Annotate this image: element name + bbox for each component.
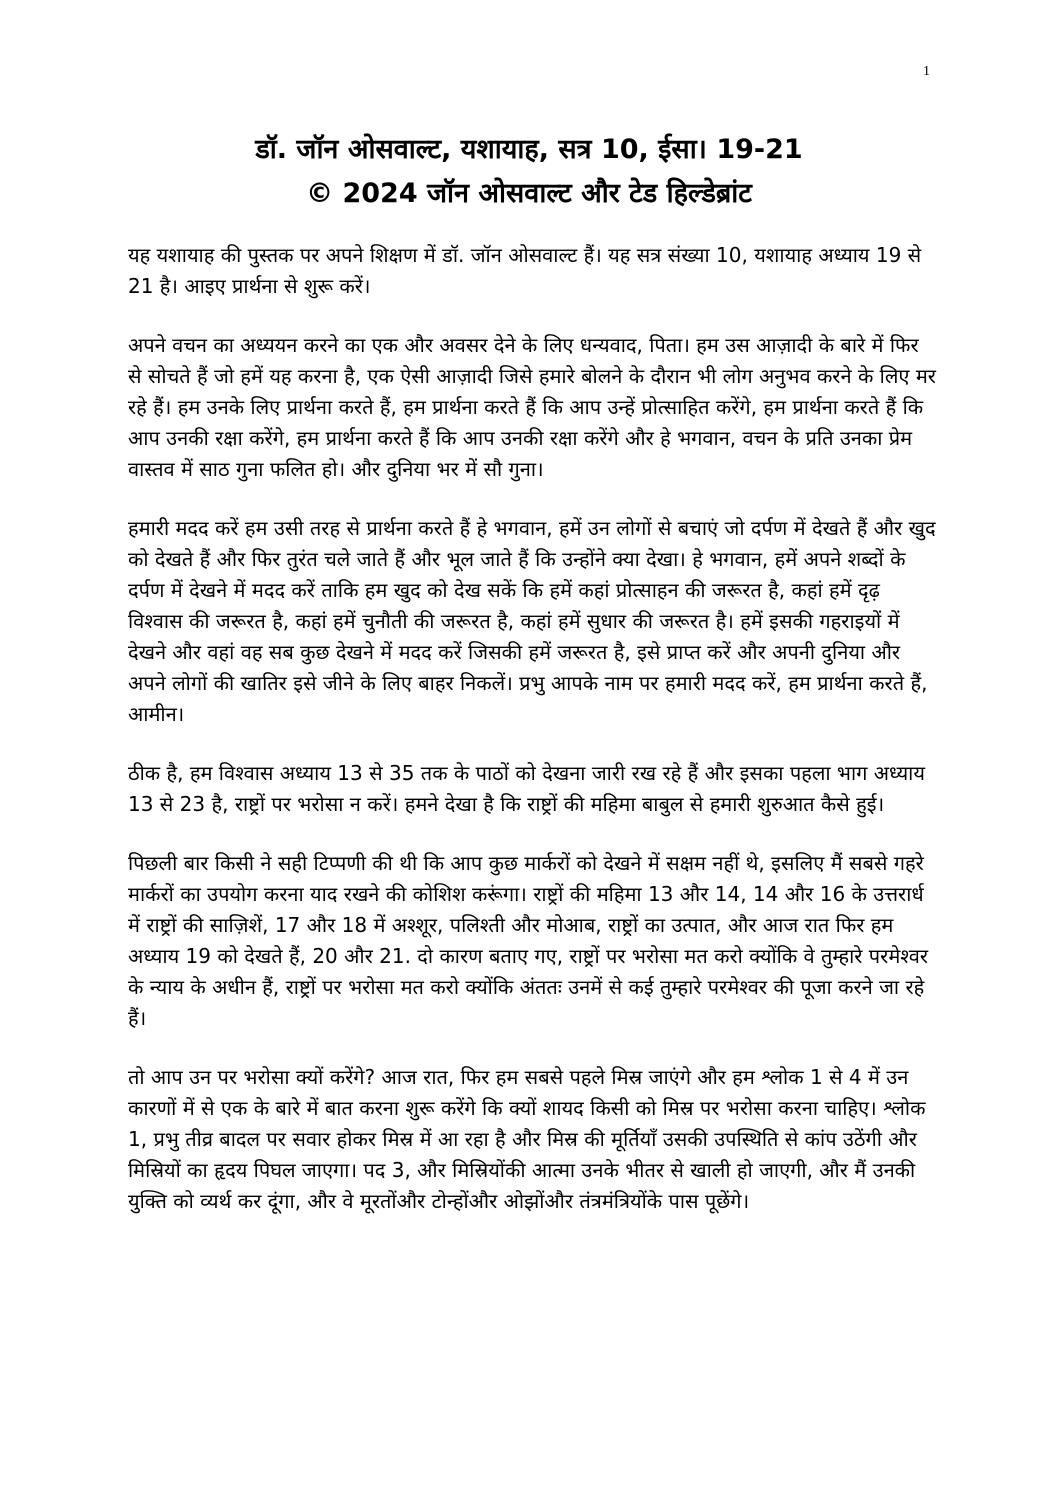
title-line-1: डॉ. जॉन ओसवाल्ट, यशायाह, सत्र 10, ईसा। 19-21 [255,134,803,165]
document-title [128,128,930,216]
paragraph: तो आप उन पर भरोसा क्यों करेंगे? आज रात, फिर हम सबसे पहले मिस्र जाएंगे और हम श्लोक 1 से 4 में उन कारणों में से एक के बारे में बात करना शुरू करेंगे कि क्यों शायद किसी को मिस्र पर भरोसा करना चाहिए। श्लोक 1, प्रभु तीव्र बादल पर सवार होकर मिस्र में आ रहा है और मिस्र की मूर्तियाँ उसकी उपस्थिति से कांप उठेंगी और मिस्रियों का हृदय पिघल जाएगा। पद 3, और मिस्रियोंकी आत्मा उनके भीतर से खाली हो जाएगी, और मैं उनकी युक्ति को व्यर्थ कर दूंगा, और वे मूरतोंऔर टोन्होंऔर ओझोंऔर तंत्रमंत्रियोंके पास पूछेंगे। [128,1065,926,1213]
title-line-2: © 2024 जॉन ओसवाल्ट और टेड हिल्डेब्रांट [306,178,752,209]
paragraph: पिछली बार किसी ने सही टिप्पणी की थी कि आप कुछ मार्करों को देखने में सक्षम नहीं थे, इसलिए मैं सबसे गहरे मार्करों का उपयोग करना याद रखने की कोशिश करूंगा। राष्ट्रों की महिमा 13 और 14, 14 और 16 के उत्तरार्ध में राष्ट्रों की साज़िशें, 17 और 18 में अश्शूर, पलिश्ती और मोआब, राष्ट्रों का उत्पात, और आज रात फिर हम अध्याय 19 को देखते हैं, 20 और 21. दो कारण बताए गए, राष्ट्रों पर भरोसा मत करो क्योंकि वे तुम्हारे परमेश्वर के न्याय के अधीन हैं, राष्ट्रों पर भरोसा मत करो क्योंकि अंततः उनमें से कई तुम्हारे परमेश्वर की पूजा करने जा रहे हैं। [128,851,929,1030]
paragraph: यह यशायाह की पुस्तक पर अपने शिक्षण में डॉ. जॉन ओसवाल्ट हैं। यह सत्र संख्या 10, यशायाह अध्याय 19 से 21 है। आइए प्रार्थना से शुरू करें। [128,243,922,298]
paragraph: ठीक है, हम विश्वास अध्याय 13 से 35 तक के पाठों को देखना जारी रख रहे हैं और इसका पहला भाग अध्याय 13 से 23 है, राष्ट्रों पर भरोसा न करें। हमने देखा है कि राष्ट्रों की महिमा बाबुल से हमारी शुरुआत कैसे हुई। [128,761,925,816]
page-number: 1 [923,64,930,79]
paragraph: अपने वचन का अध्ययन करने का एक और अवसर देने के लिए धन्यवाद, पिता। हम उस आज़ादी के बारे में फिर से सोचते हैं जो हमें यह करना है, एक ऐसी आज़ादी जिसे हमारे बोलने के दौरान भी लोग अनुभव करने के लिए मर रहे हैं। हम उनके लिए प्रार्थना करते हैं, हम प्रार्थना करते हैं कि आप उन्हें प्रोत्साहित करेंगे, हम प्रार्थना करते हैं कि आप उनकी रक्षा करेंगे, हम प्रार्थना करते हैं कि आप उनकी रक्षा करेंगे और हे भगवान, वचन के प्रति उनका प्रेम वास्तव में साठ गुना फलित हो। और दुनिया भर में सौ गुना। [128,333,936,481]
document-body [128,240,936,1245]
paragraph: हमारी मदद करें हम उसी तरह से प्रार्थना करते हैं हे भगवान, हमें उन लोगों से बचाएं जो दर्पण में देखते हैं और खुद को देखते हैं और फिर तुरंत चले जाते हैं और भूल जाते हैं कि उन्होंने क्या देखा। हे भगवान, हमें अपने शब्दों के दर्पण में देखने में मदद करें ताकि हम खुद को देख सकें कि हमें कहां प्रोत्साहन की जरूरत है, कहां हमें दृढ़ विश्वास की जरूरत है, कहां हमें चुनौती की जरूरत है, कहां हमें सुधार की जरूरत है। हमें इसकी गहराइयों में देखने और वहां वह सब कुछ देखने में मदद करें जिसकी हमें जरूरत है, इसे प्राप्त करें और अपनी दुनिया और अपने लोगों की खातिर इसे जीने के लिए बाहर निकलें। प्रभु आपके नाम पर हमारी मदद करें, हम प्रार्थना करते हैं, आमीन। [128,516,936,726]
